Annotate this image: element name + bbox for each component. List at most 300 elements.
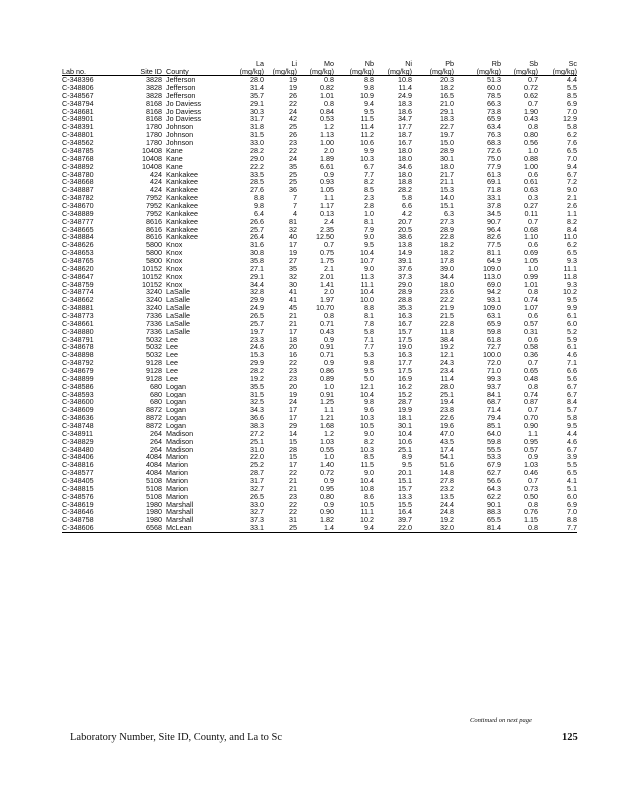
cell-sb: 0.88: [524, 154, 538, 163]
cell-pb: 21.9: [440, 304, 454, 312]
cell-sb: 1.90: [524, 107, 538, 116]
cell-lab-no: C-348668: [62, 178, 94, 187]
cell-sb: 0.8: [528, 123, 538, 132]
continued-note: Continued on next page: [470, 717, 532, 724]
cell-rb: 66.3: [487, 99, 501, 108]
cell-lab-no: C-348768: [62, 154, 94, 163]
cell-sc: 6.9: [567, 99, 577, 108]
cell-pb: 23.4: [440, 366, 454, 375]
cell-la: 15.3: [250, 351, 264, 360]
cell-la: 38.3: [250, 422, 264, 430]
cell-la: 31.6: [250, 241, 264, 250]
cell-ni: 29.0: [398, 280, 412, 289]
cell-site-id: 264: [150, 445, 162, 454]
cell-li: 27: [289, 256, 297, 265]
cell-la: 29.9: [250, 359, 264, 367]
cell-sc: 6.0: [567, 492, 577, 501]
cell-la: 28.0: [250, 75, 264, 85]
table-row: [62, 383, 577, 391]
cell-li: 19: [289, 249, 297, 257]
cell-li: 18: [289, 335, 297, 344]
cell-rb: 62.2: [487, 492, 501, 501]
cell-pb: 38.4: [440, 335, 454, 344]
cell-pb: 24.3: [440, 359, 454, 367]
cell-county: Kane: [166, 162, 183, 171]
cell-pb: 21.7: [440, 170, 454, 179]
cell-site-id: 9128: [146, 366, 162, 375]
header-row-elements: [62, 58, 577, 68]
cell-ni: 18.0: [398, 154, 412, 163]
table-row: [62, 273, 577, 281]
table-row: [62, 92, 577, 100]
cell-county: Jo Daviess: [166, 115, 202, 124]
cell-site-id: 10152: [142, 272, 162, 281]
cell-mo: 1.1: [324, 194, 334, 202]
cell-site-id: 5032: [146, 335, 162, 344]
cell-county: Lee: [166, 343, 178, 352]
cell-site-id: 1780: [146, 131, 162, 140]
cell-ni: 37.6: [398, 264, 412, 273]
cell-sb: 0.80: [524, 131, 538, 140]
cell-rb: 93.1: [487, 296, 501, 305]
cell-mo: 1.89: [320, 154, 334, 163]
cell-sb: 0.70: [524, 414, 538, 422]
cell-rb: 64.0: [487, 429, 501, 438]
cell-la: 31.8: [250, 123, 264, 132]
cell-pb: 11.4: [440, 374, 454, 383]
cell-rb: 90.1: [487, 500, 501, 509]
cell-la: 27.1: [250, 264, 264, 273]
cell-sc: 6.7: [567, 382, 577, 391]
cell-lab-no: C-348646: [62, 508, 94, 517]
cell-lab-no: C-348887: [62, 186, 94, 195]
cell-site-id: 5032: [146, 351, 162, 360]
cell-county: Logan: [166, 382, 186, 391]
cell-li: 42: [289, 115, 297, 124]
cell-rb: 65.9: [487, 319, 501, 328]
cell-pb: 19.7: [440, 131, 454, 140]
header-rb: Rb: [491, 59, 501, 68]
cell-la: 23.3: [250, 335, 264, 344]
cell-rb: 72.6: [487, 146, 501, 155]
cell-lab-no: C-348480: [62, 445, 94, 454]
cell-rb: 71.4: [487, 406, 501, 415]
header-sb: Sb: [529, 59, 538, 68]
cell-rb: 72.0: [487, 359, 501, 367]
cell-ni: 20.5: [398, 225, 412, 234]
table-row: [62, 359, 577, 367]
cell-la: 37.3: [250, 516, 264, 525]
cell-nb: 2.3: [364, 194, 374, 202]
cell-county: Lee: [166, 366, 178, 375]
cell-la: 25.7: [250, 225, 264, 234]
cell-pb: 19.4: [440, 398, 454, 407]
cell-nb: 10.8: [360, 484, 374, 493]
cell-lab-no: C-348678: [62, 343, 94, 352]
cell-pb: 22.8: [440, 319, 454, 328]
header-mo: Mo: [324, 59, 334, 68]
cell-ni: 18.1: [398, 414, 412, 422]
cell-mo: 2.0: [324, 146, 334, 155]
cell-li: 17: [289, 461, 297, 470]
footer-caption: Laboratory Number, Site ID, County, and La to Sc: [70, 732, 283, 743]
cell-lab-no: C-348620: [62, 264, 94, 273]
cell-sb: 0.74: [524, 296, 538, 305]
cell-sb: 0.36: [524, 351, 538, 360]
cell-la: 33.0: [250, 139, 264, 147]
cell-nb: 9.5: [364, 241, 374, 250]
cell-county: Logan: [166, 406, 186, 415]
cell-site-id: 3828: [146, 84, 162, 92]
cell-la: 22.0: [250, 453, 264, 462]
cell-ni: 18.0: [398, 146, 412, 155]
table-row: [62, 446, 577, 454]
cell-pb: 32.0: [412, 524, 454, 532]
cell-pb: 11.8: [440, 327, 454, 336]
cell-nb: 8.8: [364, 304, 374, 312]
cell-site-id: 5108: [146, 492, 162, 501]
cell-sc: 5.8: [567, 123, 577, 132]
cell-lab-no: C-348815: [62, 484, 94, 493]
cell-li: 25: [289, 178, 297, 187]
cell-li: 22: [289, 146, 297, 155]
cell-la: 34.3: [250, 406, 264, 415]
cell-sc: 6.9: [567, 500, 577, 509]
cell-county: Marion: [166, 453, 188, 462]
cell-sc: 2.6: [567, 201, 577, 210]
cell-li: 14: [289, 429, 297, 438]
cell-sb: 0.6: [528, 335, 538, 344]
cell-rb: 68.7: [487, 398, 501, 407]
cell-la: 24.6: [250, 343, 264, 352]
cell-nb: 11.3: [360, 272, 374, 281]
cell-county: Knox: [166, 241, 183, 250]
cell-sc: 7.0: [567, 107, 577, 116]
cell-lab-no: C-348600: [62, 398, 94, 407]
cell-pb: 22.7: [440, 123, 454, 132]
cell-rb: 88.3: [487, 508, 501, 517]
cell-nb: 10.6: [360, 139, 374, 147]
cell-sc: 2.1: [567, 194, 577, 202]
cell-mo: 1.1: [324, 406, 334, 415]
cell-site-id: 264: [150, 429, 162, 438]
cell-site-id: 7336: [146, 327, 162, 336]
cell-mo: 0.84: [320, 107, 334, 116]
header-county: County: [162, 68, 224, 76]
cell-nb: 9.0: [364, 469, 374, 478]
cell-nb: 9.5: [364, 107, 374, 116]
header-li: Li: [291, 59, 297, 68]
cell-la: 19.2: [250, 374, 264, 383]
table-row: [62, 524, 577, 532]
cell-mo: 10.70: [316, 304, 334, 312]
cell-lab-no: C-348679: [62, 366, 94, 375]
cell-nb: 9.8: [364, 359, 374, 367]
table-row: [62, 493, 577, 501]
cell-sb: 0.7: [528, 477, 538, 485]
cell-rb: 109.0: [483, 304, 501, 312]
cell-nb: 8.2: [364, 437, 374, 446]
cell-county: Johnson: [166, 139, 194, 147]
cell-lab-no: C-348792: [62, 359, 94, 367]
cell-county: Jefferson: [166, 75, 196, 85]
cell-sc: 8.8: [567, 516, 577, 525]
cell-li: 22: [289, 500, 297, 509]
cell-county: Knox: [166, 249, 183, 257]
table-row: [62, 304, 577, 312]
cell-ni: 10.4: [398, 429, 412, 438]
cell-mo: 1.25: [320, 398, 334, 407]
cell-mo: 2.4: [324, 217, 334, 226]
cell-mo: 2.1: [324, 264, 334, 273]
cell-sb: 0.9: [528, 453, 538, 462]
cell-county: Marion: [166, 492, 188, 501]
cell-nb: 9.8: [364, 398, 374, 407]
cell-lab-no: C-348606: [62, 524, 122, 532]
cell-li: 21: [289, 477, 297, 485]
cell-sc: 7.1: [567, 359, 577, 367]
cell-mo: 1.05: [320, 186, 334, 195]
cell-rb: 63.4: [487, 123, 501, 132]
cell-rb: 69.0: [487, 280, 501, 289]
cell-county: Jefferson: [166, 91, 196, 100]
table-row: [62, 139, 577, 147]
cell-lab-no: C-348405: [62, 477, 94, 485]
table-row: [62, 414, 577, 422]
cell-ni: 15.5: [398, 500, 412, 509]
cell-mo: 0.95: [320, 484, 334, 493]
cell-mo: 0.9: [324, 335, 334, 344]
cell-site-id: 5108: [146, 484, 162, 493]
cell-li: 22: [289, 508, 297, 517]
table-row: [62, 147, 577, 155]
cell-sc: 7.2: [567, 178, 577, 187]
cell-li: 81: [289, 217, 297, 226]
cell-la: 8.8: [254, 194, 264, 202]
cell-sb: 0.74: [524, 390, 538, 399]
cell-sc: 4.1: [567, 477, 577, 485]
cell-ni: 10.8: [398, 75, 412, 85]
cell-ni: 39.1: [398, 256, 412, 265]
cell-site-id: 680: [150, 382, 162, 391]
table-row: [62, 430, 577, 438]
table-row: [62, 249, 577, 257]
table-row: [62, 218, 577, 226]
cell-ni: 28.7: [398, 398, 412, 407]
cell-county: Lee: [166, 374, 178, 383]
cell-li: 30: [289, 280, 297, 289]
cell-la: 31.5: [250, 390, 264, 399]
cell-nb: 10.4: [360, 249, 374, 257]
cell-mo: 0.8: [324, 311, 334, 320]
cell-nb: 8.2: [364, 178, 374, 187]
cell-rb: 99.3: [487, 374, 501, 383]
cell-lab-no: C-348794: [62, 99, 94, 108]
cell-la: 33.5: [250, 170, 264, 179]
table-row: [62, 367, 577, 375]
cell-la: 29.1: [250, 99, 264, 108]
cell-li: 25: [289, 170, 297, 179]
cell-mo: 1.75: [320, 256, 334, 265]
cell-nb: 11.4: [360, 123, 374, 132]
cell-nb: 9.5: [364, 366, 374, 375]
cell-nb: 10.3: [360, 414, 374, 422]
cell-sb: 0.46: [524, 469, 538, 478]
cell-county: Knox: [166, 264, 183, 273]
cell-nb: 9.4: [364, 99, 374, 108]
cell-site-id: 3240: [146, 304, 162, 312]
cell-sb: 0.8: [528, 382, 538, 391]
cell-ni: 14.9: [398, 249, 412, 257]
cell-lab-no: C-348576: [62, 492, 94, 501]
cell-site-id: 10408: [142, 162, 162, 171]
cell-rb: 71.8: [487, 186, 501, 195]
table-row: [62, 375, 577, 383]
cell-nb: 11.5: [360, 461, 374, 470]
cell-sc: 10.2: [563, 288, 577, 297]
cell-sc: 9.9: [567, 304, 577, 312]
cell-rb: 61.3: [487, 170, 501, 179]
cell-la: 34.4: [250, 280, 264, 289]
cell-sc: 9.3: [567, 280, 577, 289]
cell-li: 15: [289, 453, 297, 462]
cell-site-id: 7952: [146, 201, 162, 210]
cell-rb: 77.5: [487, 241, 501, 250]
cell-li: 25: [264, 524, 297, 532]
cell-county: Kankakee: [166, 170, 198, 179]
cell-li: 4: [293, 209, 297, 218]
cell-mo: 0.75: [320, 249, 334, 257]
cell-la: 26.5: [250, 492, 264, 501]
cell-sc: 5.5: [567, 461, 577, 470]
table-row: [62, 391, 577, 399]
cell-la: 28.7: [250, 469, 264, 478]
cell-nb: 8.1: [364, 311, 374, 320]
table-row: [62, 406, 577, 414]
cell-pb: 28.9: [440, 225, 454, 234]
cell-rb: 65.5: [487, 516, 501, 525]
cell-la: 36.6: [250, 414, 264, 422]
cell-county: Kankakee: [166, 186, 198, 195]
table-row: [62, 84, 577, 92]
cell-site-id: 8168: [146, 99, 162, 108]
cell-lab-no: C-348406: [62, 453, 94, 462]
cell-pb: 12.1: [440, 351, 454, 360]
cell-rb: 34.5: [487, 209, 501, 218]
cell-ni: 25.1: [398, 445, 412, 454]
cell-pb: 20.3: [440, 75, 454, 85]
cell-sb: 1.0: [528, 264, 538, 273]
cell-mo: 0.71: [320, 319, 334, 328]
cell-la: 26.5: [250, 311, 264, 320]
cell-county: Kane: [166, 154, 183, 163]
cell-site-id: 3240: [146, 296, 162, 305]
cell-ni: 28.8: [398, 296, 412, 305]
cell-lab-no: C-348780: [62, 170, 94, 179]
cell-ni: 5.8: [402, 194, 412, 202]
cell-site-id: 6568: [122, 524, 162, 532]
cell-lab-no: C-348899: [62, 374, 94, 383]
cell-ni: 16.2: [398, 382, 412, 391]
cell-li: 20: [289, 382, 297, 391]
cell-nb: 9.9: [364, 146, 374, 155]
cell-li: 20: [289, 343, 297, 352]
cell-nb: 11.2: [360, 131, 374, 140]
cell-mo: 0.9: [324, 500, 334, 509]
cell-sb: 0.90: [524, 422, 538, 430]
cell-site-id: 3828: [146, 75, 162, 85]
cell-ni: 15.7: [398, 484, 412, 493]
cell-lab-no: C-348396: [62, 75, 94, 85]
unit-label: (mg/kg): [334, 68, 374, 76]
cell-sc: 8.4: [567, 225, 577, 234]
cell-nb: 7.9: [364, 225, 374, 234]
cell-lab-no: C-348892: [62, 162, 94, 171]
cell-sb: 0.69: [524, 249, 538, 257]
cell-pb: 17.8: [440, 256, 454, 265]
cell-sc: 4.4: [567, 75, 577, 85]
cell-county: Knox: [166, 256, 183, 265]
cell-sb: 0.7: [528, 99, 538, 108]
cell-ni: 24.9: [398, 91, 412, 100]
cell-rb: 68.3: [487, 139, 501, 147]
cell-rb: 67.9: [487, 461, 501, 470]
cell-ni: 17.7: [398, 359, 412, 367]
cell-lab-no: C-348653: [62, 249, 94, 257]
cell-li: 21: [289, 484, 297, 493]
cell-lab-no: C-348391: [62, 123, 94, 132]
cell-rb: 65.9: [487, 115, 501, 124]
cell-la: 29.1: [250, 272, 264, 281]
cell-mo: 1.82: [320, 516, 334, 525]
table-row: [62, 453, 577, 461]
cell-nb: 10.4: [360, 477, 374, 485]
cell-county: Knox: [166, 280, 183, 289]
table-row: [62, 202, 577, 210]
cell-lab-no: C-348636: [62, 414, 94, 422]
cell-county: Marion: [166, 477, 188, 485]
cell-sb: 0.7: [528, 406, 538, 415]
cell-rb: 93.7: [487, 382, 501, 391]
cell-li: 19: [289, 84, 297, 92]
cell-sc: 6.5: [567, 146, 577, 155]
cell-sc: 6.7: [567, 445, 577, 454]
cell-mo: 0.9: [324, 170, 334, 179]
cell-lab-no: C-348661: [62, 319, 94, 328]
cell-site-id: 4084: [146, 469, 162, 478]
cell-sc: 9.4: [567, 162, 577, 171]
table-row: [62, 516, 577, 524]
header-pb: Pb: [445, 59, 454, 68]
cell-ni: 16.3: [398, 351, 412, 360]
cell-county: Kankakee: [166, 201, 198, 210]
cell-mo: 0.9: [324, 477, 334, 485]
cell-sc: 9.0: [567, 186, 577, 195]
cell-pb: 17.4: [440, 445, 454, 454]
cell-county: LaSalle: [166, 319, 190, 328]
cell-sc: 4.4: [567, 429, 577, 438]
cell-lab-no: C-348577: [62, 469, 94, 478]
cell-li: 32: [289, 272, 297, 281]
cell-county: Marshall: [166, 508, 194, 517]
cell-site-id: 5032: [146, 343, 162, 352]
cell-ni: 13.8: [398, 241, 412, 250]
cell-la: 27.6: [250, 186, 264, 195]
cell-ni: 18.0: [398, 170, 412, 179]
cell-lab-no: C-348647: [62, 272, 94, 281]
cell-nb: 7.1: [364, 335, 374, 344]
header-nb: Nb: [364, 59, 374, 68]
